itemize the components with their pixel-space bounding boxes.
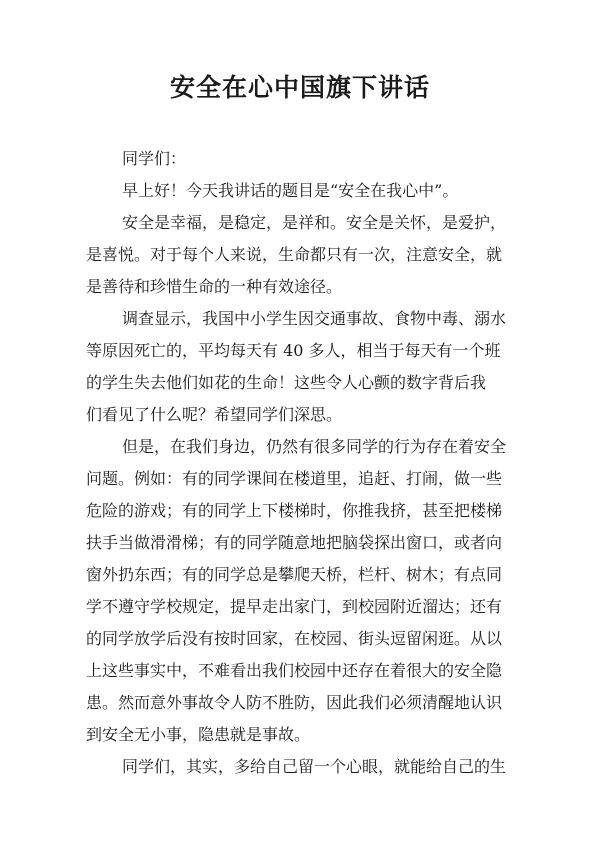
paragraph-line: 但是，在我们身边，仍然有很多同学的行为存在着安全: [122, 437, 507, 456]
body-paragraph: [86, 303, 507, 431]
paragraph-line: 扶手当做滑滑梯；有的同学随意地把脑袋探出窗口，或者向: [86, 533, 503, 552]
paragraph-line: 学不遵守学校规定，提早走出家门，到校园附近溜达；还有: [86, 597, 503, 616]
paragraph-list: [86, 175, 507, 783]
paragraph-line: 的同学放学后没有按时回家，在校园、街头逗留闲逛。从以: [86, 629, 503, 648]
paragraph-line: 危险的游戏；有的同学上下楼梯时，你推我挤，甚至把楼梯: [86, 501, 503, 520]
paragraph-line: 上这些事实中，不难看出我们校园中还存在着很大的安全隐: [86, 661, 503, 680]
paragraph-line: 们看见了什么呢？希望同学们深思。: [86, 405, 343, 424]
paragraph-line: 是善待和珍惜生命的一种有效途径。: [86, 277, 343, 296]
paragraph-line: 等原因死亡的，平均每天有 40 多人，相当于每天有一个班: [86, 341, 501, 360]
body-paragraph: [118, 751, 507, 783]
paragraph-line: 窗外扔东西；有的同学总是攀爬天桥，栏杆、树木；有点同: [86, 565, 503, 584]
paragraph-line: 调查显示，我国中小学生因交通事故、食物中毒、溺水: [122, 309, 507, 328]
body-paragraph: [86, 207, 507, 303]
greeting-line: 同学们：: [122, 149, 187, 168]
paragraph-line: 是喜悦。对于每个人来说，生命都只有一次，注意安全，就: [86, 245, 503, 264]
paragraph-line: 同学们，其实，多给自己留一个心眼，就能给自己的生: [122, 757, 507, 776]
body-paragraph: [86, 431, 507, 751]
paragraph-line: 安全是幸福，是稳定，是祥和。安全是关怀，是爱护，: [122, 213, 507, 232]
paragraph-line: 到安全无小事，隐患就是事故。: [86, 725, 311, 744]
paragraph-line: 问题。例如：有的同学课间在楼道里，追赶、打闹，做一些: [86, 469, 503, 488]
document-title: 安全在心中国旗下讲话: [169, 73, 430, 102]
paragraph-line: 患。然而意外事故令人防不胜防，因此我们必须清醒地认识: [86, 693, 503, 712]
paragraph-line: 的学生失去他们如花的生命！这些令人心颤的数字背后我: [86, 373, 487, 392]
body-paragraph: [118, 175, 504, 207]
paragraph-line: 早上好！今天我讲话的题目是“安全在我心中”。: [122, 181, 459, 200]
document-body: [86, 143, 507, 783]
